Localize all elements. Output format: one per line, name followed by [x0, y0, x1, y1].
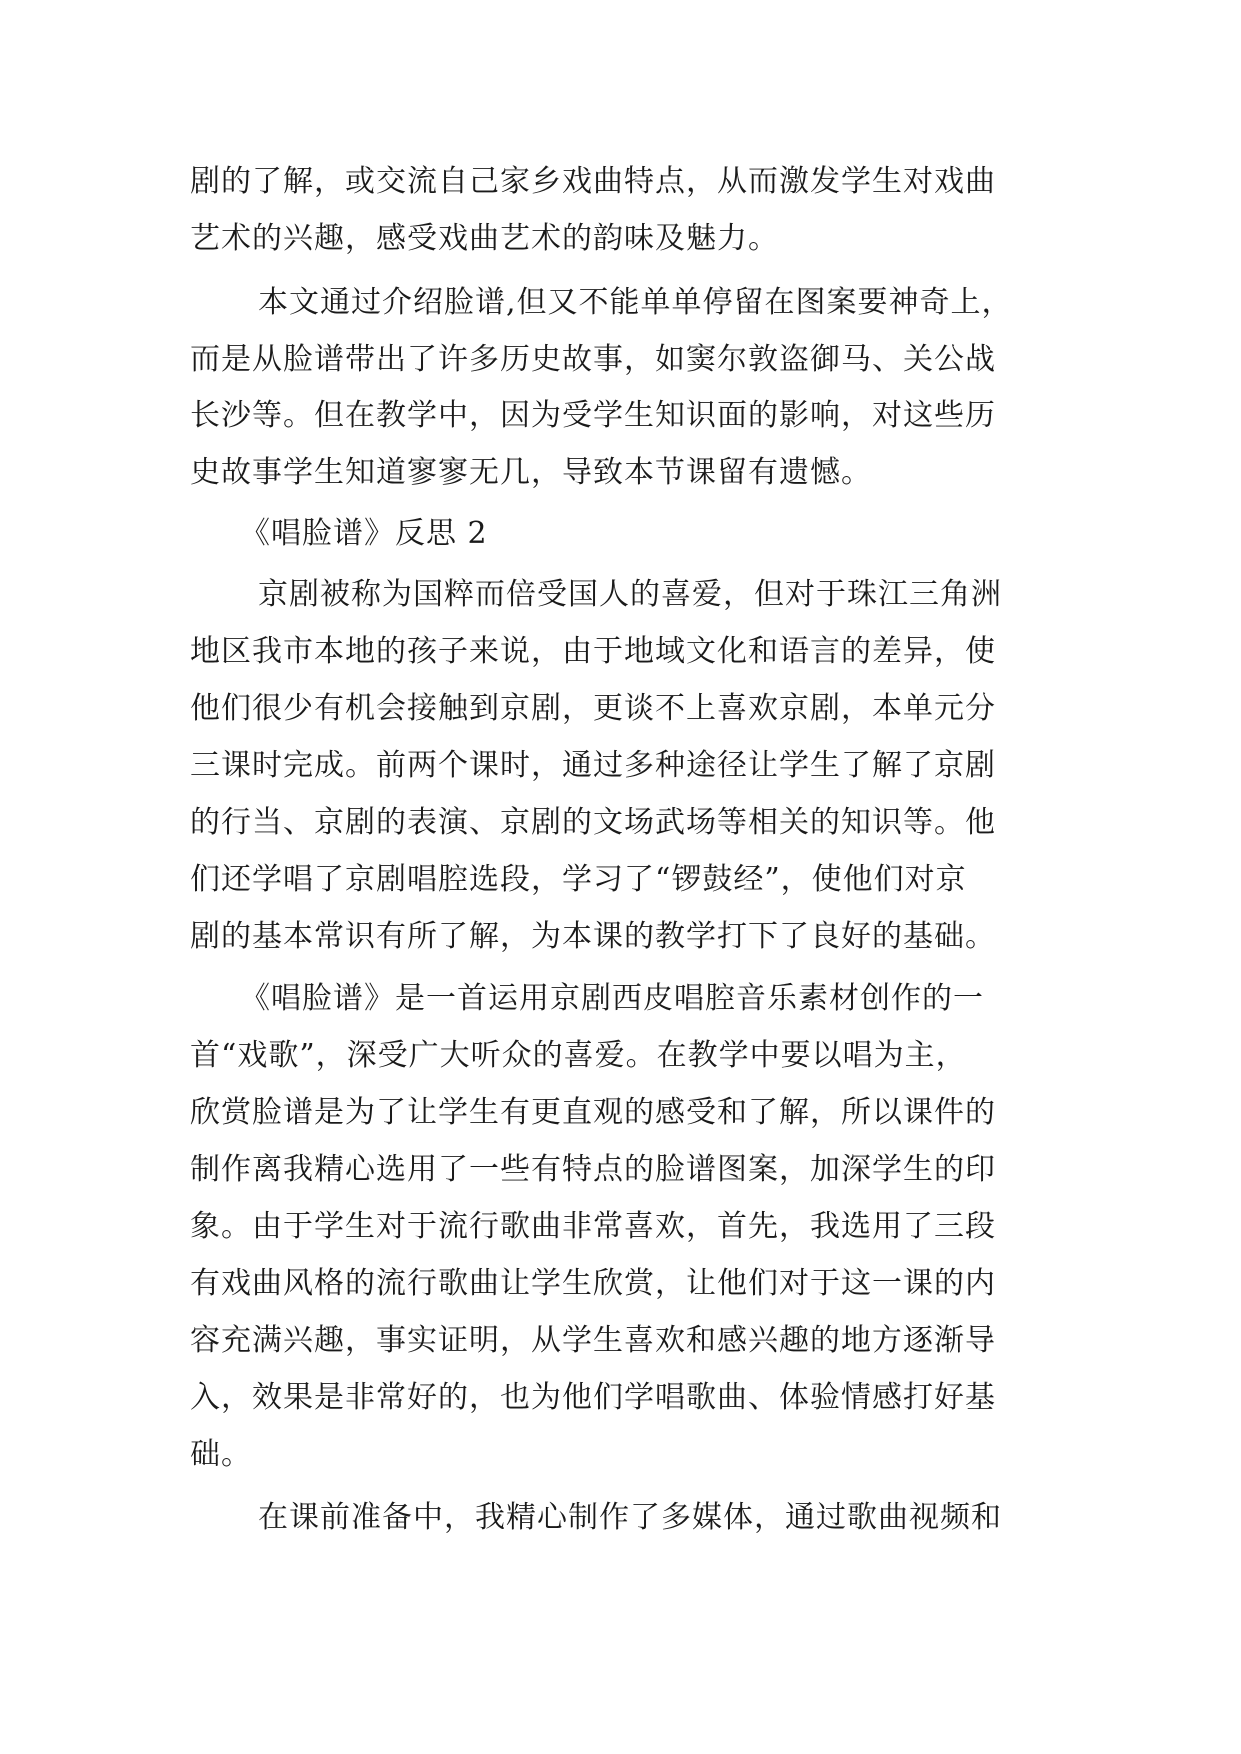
text-line: 在课前准备中，我精心制作了多媒体，通过歌曲视频和: [258, 1500, 1002, 1535]
text-line: 有戏曲风格的流行歌曲让学生欣赏，让他们对于这一课的内: [190, 1266, 996, 1301]
text-line: 他们很少有机会接触到京剧，更谈不上喜欢京剧，本单元分: [190, 691, 996, 726]
text-line: 京剧被称为国粹而倍受国人的喜爱，但对于珠江三角洲: [258, 577, 1002, 612]
text-line: 容充满兴趣，事实证明，从学生喜欢和感兴趣的地方逐渐导: [190, 1323, 996, 1358]
text-line: 制作离我精心选用了一些有特点的脸谱图案，加深学生的印: [190, 1152, 996, 1187]
text-line: 史故事学生知道寥寥无几，导致本节课留有遗憾。: [190, 455, 872, 490]
section-heading: 《唱脸谱》反思 2: [240, 516, 488, 551]
text-line: 象。由于学生对于流行歌曲非常喜欢，首先，我选用了三段: [190, 1209, 996, 1244]
text-line: 本文通过介绍脸谱,但又不能单单停留在图案要神奇上，: [258, 285, 1013, 320]
text-line: 三课时完成。前两个课时，通过多种途径让学生了解了京剧: [190, 748, 996, 783]
text-line: 地区我市本地的孩子来说，由于地域文化和语言的差异，使: [190, 634, 996, 669]
text-line: 们还学唱了京剧唱腔选段，学习了“锣鼓经”，使他们对京: [190, 862, 967, 897]
text-line: 而是从脸谱带出了许多历史故事，如窦尔敦盗御马、关公战: [190, 342, 996, 377]
text-line: 的行当、京剧的表演、京剧的文场武场等相关的知识等。他: [190, 805, 996, 840]
text-line: 欣赏脸谱是为了让学生有更直观的感受和了解，所以课件的: [190, 1095, 996, 1130]
text-line: 长沙等。但在教学中，因为受学生知识面的影响，对这些历: [190, 398, 996, 433]
text-line: 《唱脸谱》是一首运用京剧西皮唱腔音乐素材创作的一: [240, 981, 984, 1016]
text-line: 剧的了解，或交流自己家乡戏曲特点，从而激发学生对戏曲: [190, 164, 996, 199]
text-line: 础。: [190, 1437, 252, 1472]
text-line: 首“戏歌”，深受广大听众的喜爱。在教学中要以唱为主，: [190, 1038, 967, 1073]
text-line: 入，效果是非常好的，也为他们学唱歌曲、体验情感打好基: [190, 1380, 996, 1415]
text-line: 剧的基本常识有所了解，为本课的教学打下了良好的基础。: [190, 919, 996, 954]
text-line: 艺术的兴趣，感受戏曲艺术的韵味及魅力。: [190, 221, 779, 256]
